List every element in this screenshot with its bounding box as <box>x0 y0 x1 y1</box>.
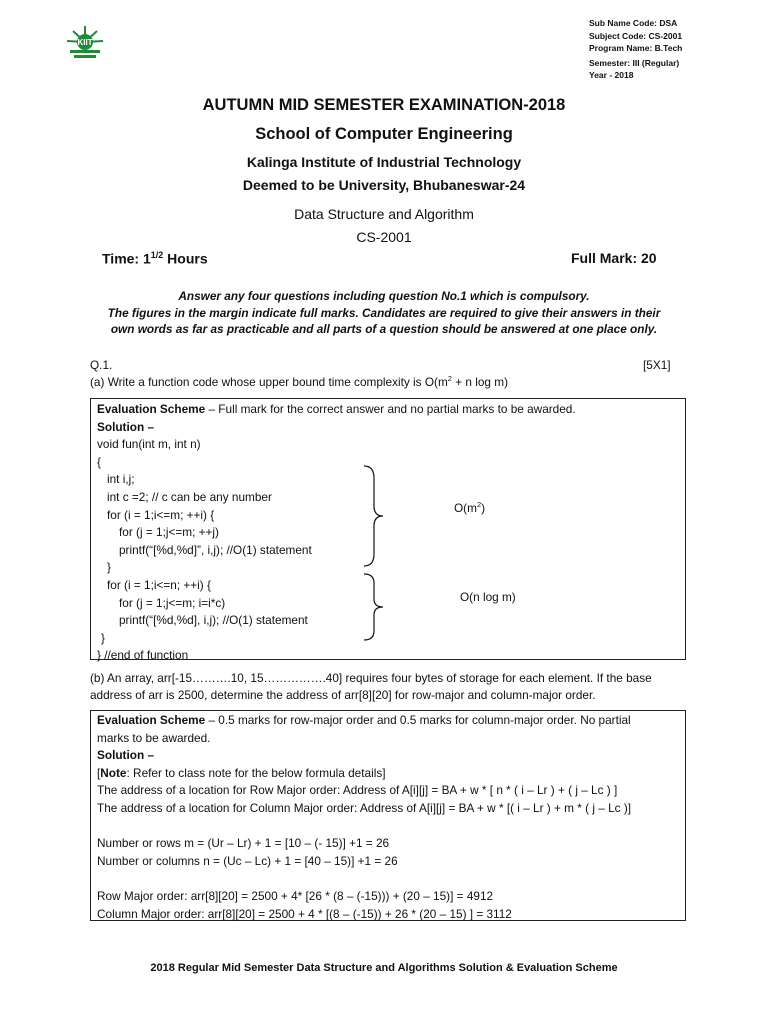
column-major-result: Column Major order: arr[8][20] = 2500 + 4 * [(8 – (-15)) + 26 * (20 – 15) ] = 3112 <box>97 906 512 921</box>
solution-label-b: Solution – <box>97 748 155 763</box>
time-label: Time: $1^{1/2}$ Hours <box>102 250 208 267</box>
column-major-formula: The address of a location for Column Major order: Address of A[i][j] = BA + w * [( i – Lr ) + m * ( j – Lc )] <box>97 800 632 815</box>
semester: Semester: III (Regular) <box>589 57 680 68</box>
note-line: [Note: Refer to class note for the below formula details] <box>97 765 386 780</box>
code-line: } //end of function <box>97 648 189 663</box>
evaluation-scheme-b: Evaluation Scheme – 0.5 marks for row-major order and 0.5 marks for column-major order. No partial <box>97 713 631 727</box>
code-line: for (i = 1;i<=n; ++i) { <box>107 577 211 592</box>
instructions <box>0 288 768 338</box>
time-fraction: 1/2 <box>150 250 164 260</box>
code-line: } <box>101 630 105 645</box>
code-line: for (j = 1;j<=m; ++j) <box>119 525 219 540</box>
columns-calculation: Number or columns n = (Uc – Lc) + 1 = [40 – 15)] +1 = 26 <box>97 853 398 868</box>
subject-name: Data Structure and Algorithm <box>294 206 474 222</box>
instruction-line: own words as far as practicable and all parts of a question should be answered at one place only. <box>110 322 658 336</box>
instruction-line: The figures in the margin indicate full marks. Candidates are required to give their answers in their <box>107 305 661 320</box>
row-major-result: Row Major order: arr[8][20] = 2500 + 4* [26 * (8 – (-15))) + (20 – 15)] = 4912 <box>97 888 494 903</box>
code-line: printf(“[%d,%d], i,j); //O(1) statement <box>119 613 308 628</box>
right-brace-icon <box>362 572 386 642</box>
code-line: for (i = 1;i<=m; ++i) { <box>107 507 215 522</box>
answer-box-b <box>90 710 686 921</box>
exam-title: AUTUMN MID SEMESTER EXAMINATION-2018 <box>202 96 566 114</box>
question-b: (b) An array, arr[-15……….10, 15…………….40] requires four bytes of storage for each element. If the base address of arr is 2500, determine the address of arr[8][20] for row-major and column-major order. <box>90 671 652 702</box>
institute-name: Kalinga Institute of Industrial Technology <box>246 154 522 170</box>
code-line: printf(“[%d,%d]”, i,j); //O(1) statement <box>119 542 312 557</box>
answer-box-a <box>90 398 686 663</box>
page-footer: 2018 Regular Mid Semester Data Structure and Algorithms Solution & Evaluation Scheme <box>150 962 618 974</box>
instruction-line: Answer any four questions including question No.1 which is compulsory. <box>178 289 590 303</box>
year: Year - 2018 <box>589 70 634 81</box>
solution-label-a: Solution – <box>97 419 155 434</box>
code-line: int c =2; // c can be any number <box>107 489 272 504</box>
school-name: School of Computer Engineering <box>255 125 513 143</box>
rows-calculation: Number or rows m = (Ur – Lr) + 1 = [10 – (- 15)] +1 = 26 <box>97 836 390 851</box>
code-line: { <box>97 454 101 469</box>
complexity-m2: $O(m^2)$ <box>454 500 486 515</box>
question-marks: [5X1] <box>643 358 671 372</box>
meta-block <box>589 17 682 82</box>
full-mark: Full Mark: 20 <box>571 250 657 266</box>
university-name: Deemed to be University, Bhubaneswar-24 <box>242 177 526 193</box>
subject-code-title: CS-2001 <box>356 229 412 245</box>
row-major-formula: The address of a location for Row Major order: Address of A[i][j] = BA + w * [ n * ( i – Lr ) + ( j – Lc ) ] <box>97 783 618 798</box>
subject-code: Subject Code: CS-2001 <box>589 30 683 41</box>
code-line: void fun(int m, int n) <box>97 437 201 452</box>
code-line: } <box>107 560 111 575</box>
right-brace-icon <box>362 464 386 568</box>
complexity-nlogm: O(n log m) <box>460 590 516 604</box>
evaluation-scheme-a: Evaluation Scheme – Full mark for the correct answer and no partial marks to be awarded. <box>97 402 576 416</box>
logo-text: KIIT <box>77 38 93 47</box>
code-line: for (j = 1;j<=m; i=i*c) <box>119 595 226 610</box>
evaluation-scheme-b-cont: marks to be awarded. <box>97 730 211 745</box>
program-name: Program Name: B.Tech <box>589 43 683 54</box>
code-line: int i,j; <box>107 472 135 487</box>
sub-name-code: Sub Name Code: DSA <box>589 18 678 28</box>
question-number: Q.1. <box>90 358 113 372</box>
kiit-logo <box>62 22 108 62</box>
question-a: (a) Write a function code whose upper bound time complexity is $O(m^2 + n$ log m) <box>90 374 509 389</box>
